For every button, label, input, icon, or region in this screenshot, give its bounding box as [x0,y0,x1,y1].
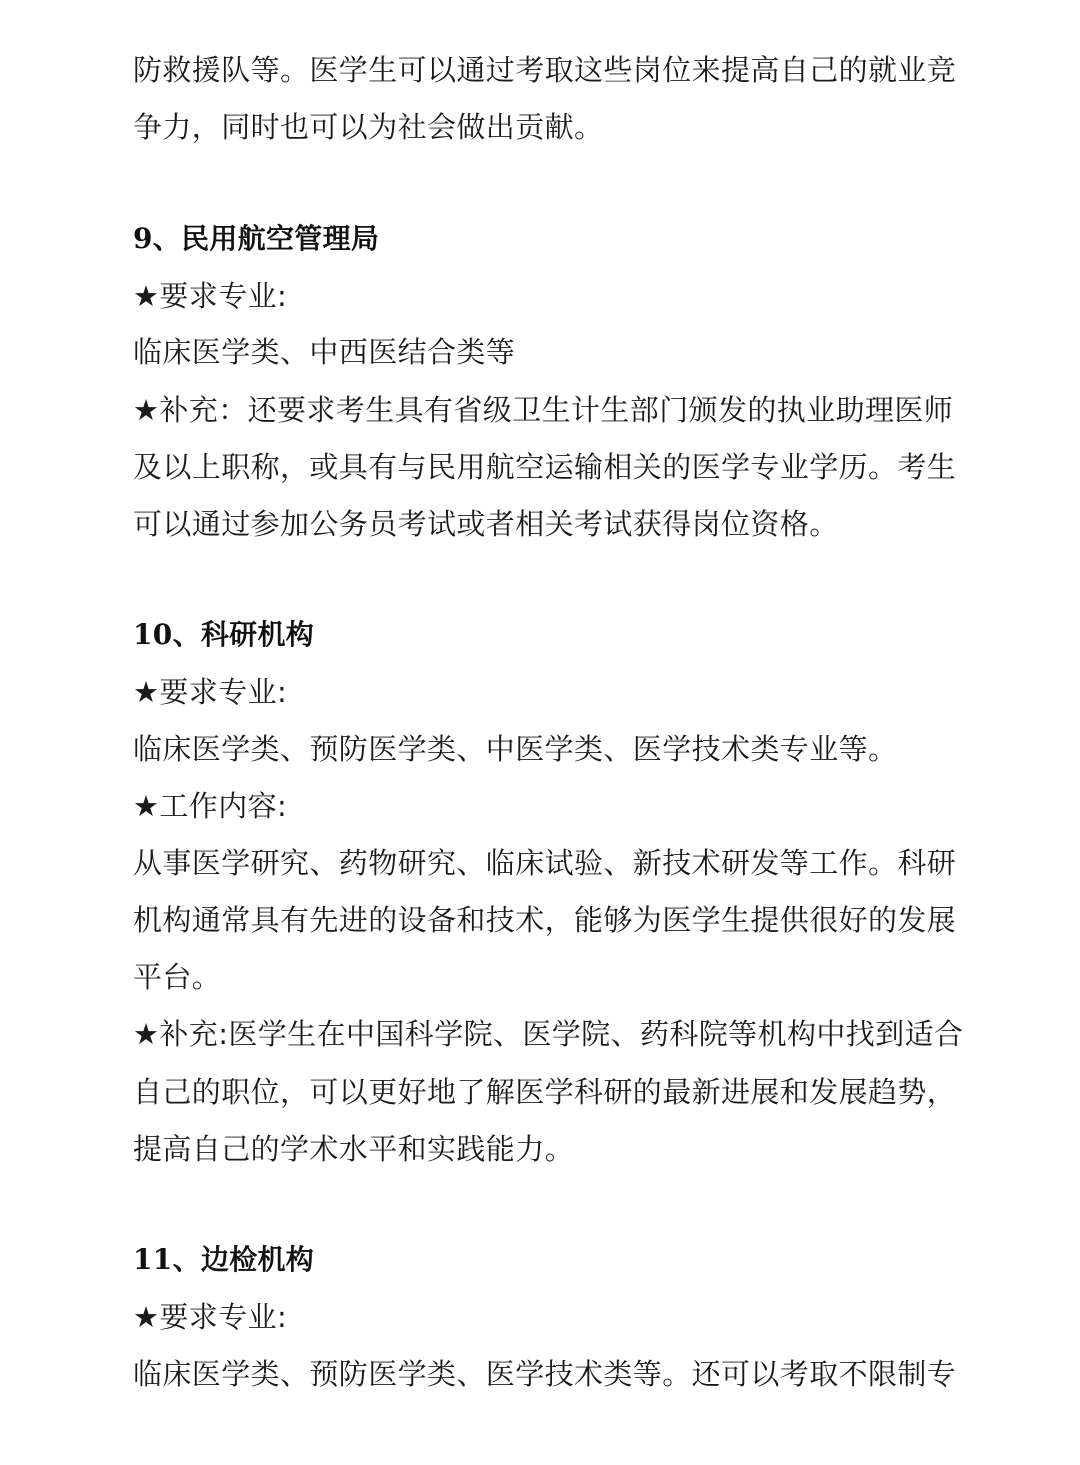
paragraph-line: 防救援队等。医学生可以通过考取这些岗位来提高自己的就业竞 [133,53,957,87]
paragraph-line: 及以上职称，或具有与民用航空运输相关的医学专业学历。考生 [133,450,957,484]
section-heading-10: 10、科研机构 [133,618,315,651]
paragraph-line: 提高自己的学术水平和实践能力。 [133,1132,575,1166]
paragraph-line: 自己的职位，可以更好地了解医学科研的最新进展和发展趋势， [133,1075,957,1109]
label-required-major: ★要求专业: [133,279,288,313]
label-work-content: ★工作内容: [133,789,288,823]
paragraph-line: 临床医学类、预防医学类、中医学类、医学技术类专业等。 [133,732,898,766]
paragraph-line: 平台。 [133,960,222,994]
paragraph-line: 临床医学类、预防医学类、医学技术类等。还可以考取不限制专 [133,1357,957,1391]
paragraph-line: 争力，同时也可以为社会做出贡献。 [133,110,604,144]
paragraph-line: 临床医学类、中西医结合类等 [133,335,516,369]
paragraph-line: 机构通常具有先进的设备和技术，能够为医学生提供很好的发展 [133,903,957,937]
label-supplement: ★补充:医学生在中国科学院、医学院、药科院等机构中找到适合 [133,1017,964,1051]
paragraph-line: 从事医学研究、药物研究、临床试验、新技术研发等工作。科研 [133,846,957,880]
label-supplement: ★补充：还要求考生具有省级卫生计生部门颁发的执业助理医师 [133,393,954,427]
label-required-major: ★要求专业: [133,1300,288,1334]
section-heading-11: 11、边检机构 [133,1243,315,1276]
label-required-major: ★要求专业: [133,675,288,709]
section-heading-9: 9、民用航空管理局 [133,222,380,255]
paragraph-line: 可以通过参加公务员考试或者相关考试获得岗位资格。 [133,507,839,541]
